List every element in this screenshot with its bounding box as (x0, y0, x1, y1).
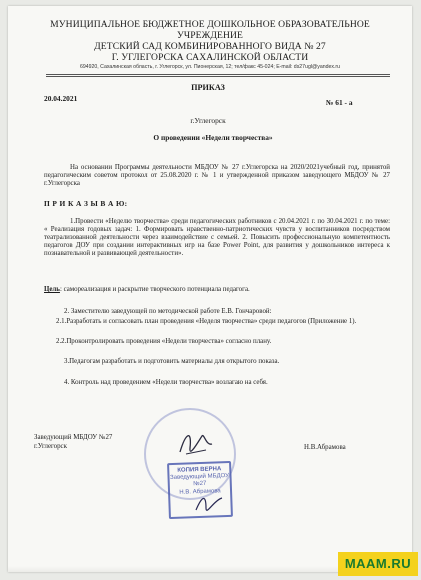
intro-paragraph: На основании Программы деятельности МБДОУ № 27 г.Углегорска на 2020/2021учебный год, принятой педагогическим советом протокол от 25.08.2020 г. № 1 и утвержденной приказом заведующего МБДОУ № 27 г.Углегорска (44, 164, 390, 188)
header-line-1: МУНИЦИПАЛЬНОЕ БЮДЖЕТНОЕ ДОШКОЛЬНОЕ ОБРАЗОВАТЕЛЬНОЕ УЧРЕЖДЕНИЕ (50, 19, 370, 41)
header-divider-2 (46, 76, 390, 77)
item-4: 4. Контроль над проведением «Недели творчества» возлагаю на себя. (64, 379, 268, 386)
item-2: 2. Заместителю заведующей по методической работе Е.В. Гончаровой: (64, 308, 272, 315)
order-directive: П Р И К А З Ы В А Ю: (44, 199, 128, 208)
header-line-2: ДЕТСКИЙ САД КОМБИНИРОВАННОГО ВИДА № 27 (94, 41, 326, 52)
order-subject: О проведении «Недели творчества» (153, 133, 273, 142)
stamp-signature-icon (194, 490, 224, 518)
document-page (8, 6, 412, 572)
organization-address: 694920, Сахалинская область, г. Углегорск, ул. Пионерская, 12; тел/факс 45-024; E-mail: ds27ugl@yandex.ru (79, 64, 341, 70)
stamp-line-1: КОПИЯ ВЕРНА (177, 466, 222, 474)
header-line-3: Г. УГЛЕГОРСКА САХАЛИНСКОЙ ОБЛАСТИ (111, 52, 309, 63)
signature-position: Заведующий МБДОУ №27 (34, 434, 113, 441)
signature-name: Н.В.Абрамова (304, 444, 346, 451)
organization-header (28, 19, 392, 63)
header-divider (46, 74, 390, 75)
stamp-line-2: Заведующий МБДОУ №27 (169, 473, 230, 488)
goal-text: : самореализация и раскрытие творческого потенциала педагога. (59, 286, 250, 293)
item-1: 1.Провести «Неделю творчества» среди педагогических работников с 20.04.2021 г. по 30.04.2021 г. по теме: « Реализация годовых задач: 1. Формировать нравственно-патриотических чувств у воспитанников посредством театрализованной деятельности через взаимодействие с семьей. 2. Повысить профессиональную компетентность педагогов ДОУ при создании интерактивных игр на базе Power Point, для развития у дошкольников интереса к познавательной и развивающей деятельности». (44, 218, 390, 258)
order-title: ПРИКАЗ (191, 83, 225, 92)
signature-city: г.Углегорск (34, 443, 67, 450)
stamp-line-3: Н.В. Абрамова (179, 487, 221, 496)
item-2-2: 2.2.Проконтролировать проведения «Недели творчества» согласно плану. (56, 338, 272, 345)
order-city: г.Углегорск (190, 116, 226, 125)
goal-label: Цель (44, 286, 60, 293)
order-number: № 61 - а (326, 98, 353, 107)
goal-line (44, 286, 390, 294)
maam-watermark-logo: MAAM.RU (338, 552, 418, 576)
order-date: 20.04.2021 (44, 94, 78, 103)
item-3: 3.Педагогам разработать и подготовить материалы для открытого показа. (64, 358, 280, 365)
item-2-1: 2.1.Разработать и согласовать план проведения «Неделя творчества» среди педагогов (Приложение 1). (56, 318, 357, 325)
handwritten-signature-icon (176, 424, 216, 464)
